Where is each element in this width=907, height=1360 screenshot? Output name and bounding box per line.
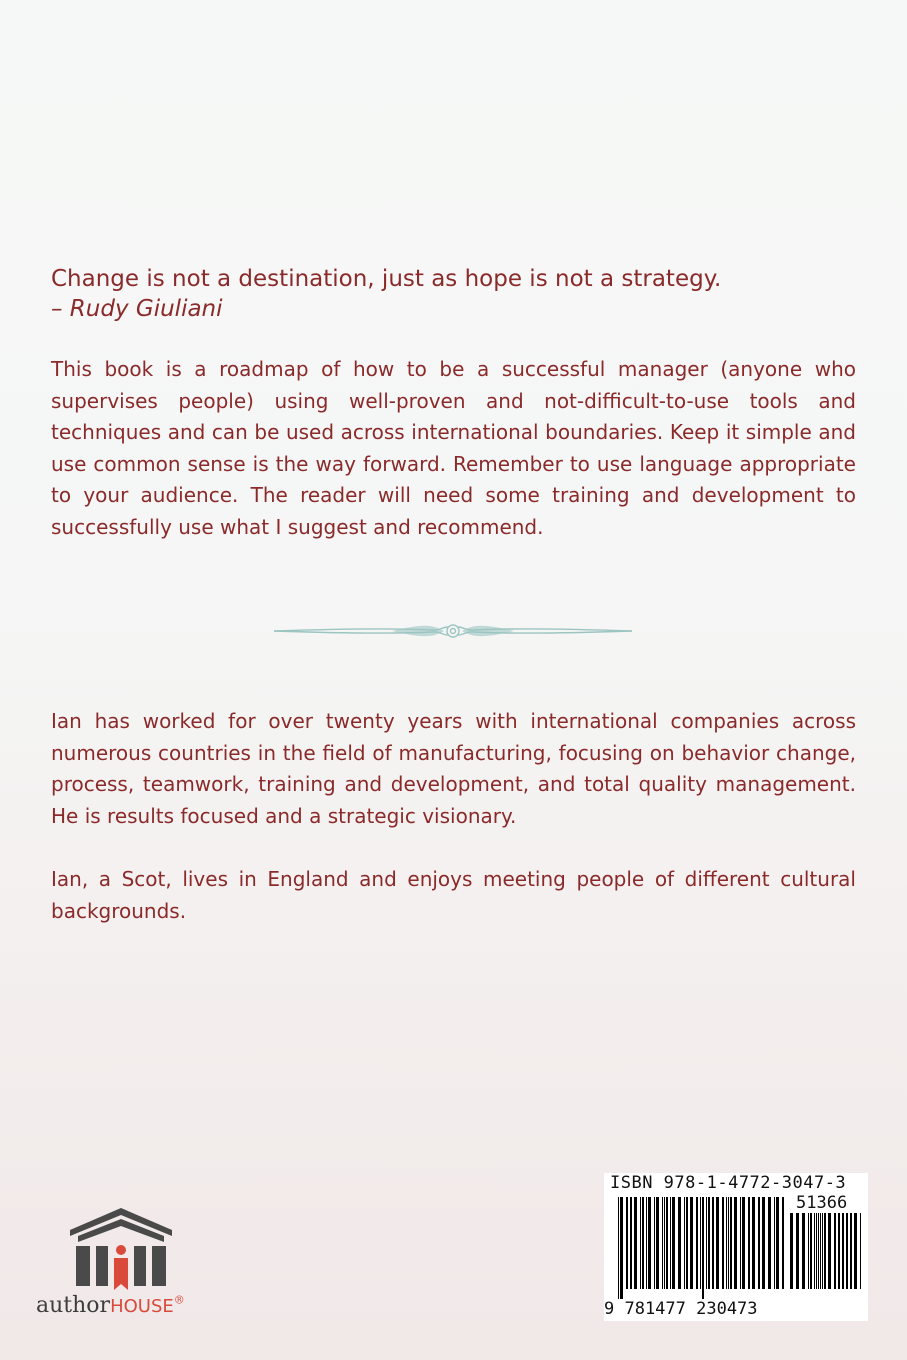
barcode-bar: [816, 1213, 817, 1289]
barcode-bar: [802, 1213, 805, 1289]
barcode-bar: [708, 1197, 710, 1289]
publisher-logo: [36, 1206, 226, 1331]
barcode-bar: [752, 1197, 755, 1289]
barcode-bar: [690, 1197, 693, 1289]
barcode-bar: [662, 1197, 663, 1289]
barcode-bar: [672, 1197, 675, 1289]
barcode-bar: [768, 1197, 771, 1289]
barcode-bar: [730, 1197, 732, 1289]
barcode-bar: [648, 1197, 651, 1289]
epigraph-text: Change is not a destination, just as hope is not a strategy.: [51, 266, 722, 292]
barcode-bar: [722, 1197, 724, 1289]
barcode-bar: [634, 1197, 637, 1289]
addon-barcode-bars: [790, 1213, 864, 1299]
registered-mark: ®: [173, 1293, 185, 1307]
barcode-bar: [850, 1213, 852, 1289]
book-description: This book is a roadmap of how to be a successful manager (anyone who supervises people) using well-proven and not-difficult-to-use tools and techniques and can be used across international boundaries. Keep it simple and use common sense is the way forward. Remember to use language appropriate to your audience. The reader will need some training and development to successfully use what I suggest and recommend.: [51, 357, 856, 539]
barcode-bar: [742, 1197, 745, 1289]
barcode-bar: [670, 1197, 671, 1289]
epigraph: [51, 264, 871, 324]
barcode-bar: [774, 1197, 775, 1289]
barcode-bar: [762, 1197, 765, 1289]
barcode-bar: [828, 1213, 831, 1289]
barcode-bar: [678, 1197, 681, 1289]
barcode-bar: [630, 1197, 632, 1289]
barcode-bar: [808, 1213, 809, 1289]
barcode-bar: [626, 1197, 628, 1289]
barcode-bar: [706, 1197, 707, 1289]
barcode-bar: [822, 1213, 823, 1289]
barcode-bar: [684, 1197, 685, 1289]
barcode-bar: [758, 1197, 760, 1289]
barcode-bar: [748, 1197, 750, 1289]
barcode-bar: [716, 1197, 719, 1289]
barcode-bar: [642, 1197, 644, 1289]
barcode-bar: [712, 1197, 714, 1289]
barcode-bar: [618, 1197, 619, 1299]
barcode-bar: [814, 1213, 815, 1289]
barcode-bar: [656, 1197, 659, 1289]
barcode-bar: [790, 1213, 793, 1289]
barcode-bar: [734, 1197, 737, 1289]
barcode-bar: [640, 1197, 641, 1289]
barcode-bar: [818, 1213, 819, 1289]
barcode-bar: [820, 1213, 821, 1289]
barcode-bar: [654, 1197, 655, 1289]
barcode-bar: [664, 1197, 665, 1289]
barcode-bar: [686, 1197, 688, 1289]
barcode-bar: [700, 1197, 701, 1289]
barcode-bar: [726, 1197, 727, 1289]
barcode-bar: [620, 1197, 623, 1299]
publisher-name-author: author: [36, 1293, 111, 1318]
barcode-bar: [702, 1197, 704, 1299]
barcode-bar: [666, 1197, 668, 1289]
barcode-bar: [854, 1213, 857, 1289]
author-bio-paragraph: Ian has worked for over twenty years with international companies across numerous countries in the field of manufacturing, focusing on behavior change, process, teamwork, training and development, and total quality management. He is results focused and a strategic visionary.: [51, 709, 856, 828]
barcode-bar: [796, 1213, 799, 1289]
barcode-bar: [740, 1197, 741, 1289]
barcode-bar: [646, 1197, 647, 1289]
publisher-name: [36, 1293, 185, 1318]
barcode-bar: [824, 1213, 826, 1289]
isbn-barcode: [604, 1173, 868, 1321]
barcode-bar: [834, 1213, 836, 1289]
barcode-bar: [842, 1213, 844, 1289]
barcode-bar: [846, 1213, 848, 1289]
barcode-bar: [696, 1197, 698, 1289]
barcode-bar: [860, 1213, 861, 1289]
author-bio-paragraph: Ian, a Scot, lives in England and enjoys meeting people of different cultural backgrounds.: [51, 867, 856, 923]
barcode-bar: [776, 1197, 779, 1289]
ornamental-divider: [272, 618, 634, 644]
barcode-bar: [838, 1213, 840, 1289]
price-code: 51366: [796, 1193, 848, 1213]
isbn-label: ISBN 978-1-4772-3047-3: [610, 1173, 847, 1193]
ean-digits: 9 781477 230473: [604, 1299, 758, 1319]
publisher-name-house: HOUSE: [110, 1296, 174, 1317]
barcode-bar: [810, 1213, 812, 1289]
ean-barcode-bars: [618, 1197, 788, 1299]
epigraph-author: – Rudy Giuliani: [51, 296, 223, 322]
house-icon: [66, 1206, 176, 1292]
barcode-bar: [728, 1197, 729, 1289]
barcode-bar: [782, 1197, 784, 1289]
